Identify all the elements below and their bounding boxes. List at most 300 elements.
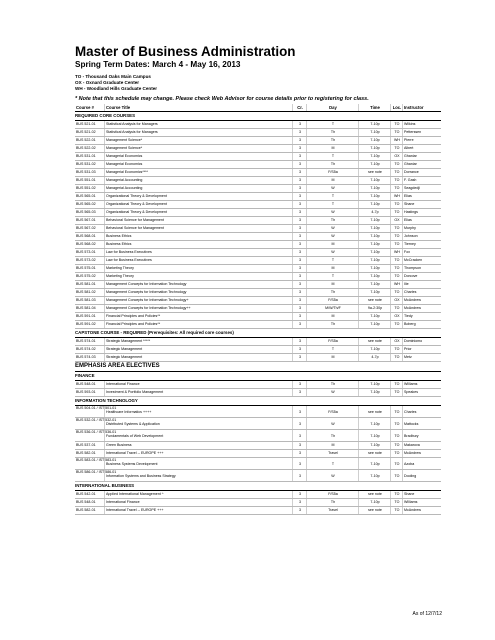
credits: 3 [293,233,307,240]
course-title: Applied International Management ^ [105,491,293,498]
course-title: Strategic Management [105,346,293,353]
header-day: Day [307,104,359,111]
course-number: BUS 573-01 [75,249,105,256]
table-row [75,313,441,321]
course-title: Marketing Theory [105,273,293,280]
course-title: Management Concepts for Information Technology [105,281,293,288]
location: TO [391,442,403,449]
header-instructor: Instructor [404,105,424,110]
course-title: Business Ethics [105,233,293,240]
instructor: Wilkins [404,122,416,126]
course-title: Management Science* [105,145,293,152]
table-row [75,257,441,265]
credits: 3 [293,321,307,328]
course-number: BUS 575-01 [75,265,105,272]
location: TO [391,507,403,514]
day: M [307,145,359,152]
day: Th [307,499,359,506]
course-number: BUS 536-01 / IST 536-01 [75,430,105,441]
time: 7-10p [359,289,391,296]
credits: 3 [293,225,307,232]
instructor: Azoba [404,462,415,466]
credits: 3 [293,338,307,345]
credits: 3 [293,418,307,429]
course-title: Statistical Analysis for Managers [105,121,293,128]
instructor: Williams [404,500,418,504]
day: M [307,313,359,320]
table-row [75,499,441,507]
course-number: BUS 593-01 [75,389,105,396]
time: 7-10p [359,249,391,256]
time: 4-7p [359,209,391,216]
instructor: Mattocks [404,422,419,426]
table-row [75,450,441,458]
time: 7-10p [359,177,391,184]
instructor: Williams [404,382,418,386]
day: Th [307,137,359,144]
location: WH [391,193,403,200]
credits: 3 [293,121,307,128]
instructor: Speakes [404,390,418,394]
course-title: Green Business [105,442,293,449]
instructor: Petterssen [404,130,422,134]
day: T [307,346,359,353]
time: see note [359,169,391,176]
credits: 3 [293,389,307,396]
table-row [75,153,441,161]
table-row [75,346,441,354]
course-title: Financial Principles and Policies** [105,321,293,328]
time: 7-10p [359,193,391,200]
time: 7-10p [359,273,391,280]
table-row [75,305,441,313]
location: TO [391,161,403,168]
header-location: Loc. [392,105,402,110]
course-number: BUS 565-03 [75,209,105,216]
time: 7-10p [359,241,391,248]
instructor: Shane [404,202,415,206]
table-row [75,233,441,241]
time: see note [359,297,391,304]
credits: 3 [293,265,307,272]
day: M [307,177,359,184]
table-row [75,442,441,450]
course-title: Information Systems and Business Strategy [105,470,293,481]
instructor: McAndrew [404,306,421,310]
time: 7-10p [359,225,391,232]
location: TO [391,305,403,312]
time: 7-10p [359,321,391,328]
credits: 3 [293,305,307,312]
instructor: Dorcove [404,274,418,278]
course-title: Organizational Theory & Development [105,201,293,208]
instructor: McCracken [404,258,423,262]
day: T [307,121,359,128]
header-credits: Cr. [293,104,307,111]
course-number: BUS 542-01 [75,491,105,498]
location: TO [391,177,403,184]
header-course-title: Course Title [105,104,293,111]
credits: 3 [293,177,307,184]
time: 7-10p [359,153,391,160]
credits: 3 [293,193,307,200]
table-row [75,129,441,137]
location: TO [391,233,403,240]
table-row [75,121,441,129]
day: T [307,153,359,160]
course-title: Management Concepts for Information Technology [105,289,293,296]
location: TO [391,225,403,232]
instructor: Ghaniar [404,154,417,158]
table-row [75,381,441,389]
schedule-note: * Note that this schedule may change. Please check Web Advisor for course details prior to registering for class. [75,96,369,102]
time: 7-10p [359,281,391,288]
day: W [307,233,359,240]
table-row [75,354,441,362]
time: 9a-2:30p [359,305,391,312]
location: TO [391,201,403,208]
course-title: Law for Business Executives [105,249,293,256]
day: W [307,185,359,192]
instructor: Albert [404,146,414,150]
location: TO [391,450,403,457]
course-title: Behavioral Science for Management [105,217,293,224]
course-title: Strategic Management [105,354,293,361]
instructor: Thompson [404,266,421,270]
time: see note [359,450,391,457]
instructor: Ilie [404,282,409,286]
table-header [75,104,441,112]
instructor: Elias [404,218,412,222]
instructor: Dorrance [404,170,419,174]
day: Travel [307,507,359,514]
course-number: BUS 522-02 [75,145,105,152]
day: T [307,458,359,469]
day: F/S5a [307,169,359,176]
table-row [75,225,441,233]
course-number: BUS 581-04 [75,305,105,312]
credits: 3 [293,137,307,144]
course-title: International Finance [105,499,293,506]
day: F/S5a [307,406,359,417]
instructor: Johnson [404,234,418,238]
day: W [307,389,359,396]
time: 7-10p [359,499,391,506]
section-heading: REQUIRED CORE COURSES [75,112,441,121]
instructor: F. Gash [404,178,417,182]
table-row [75,470,441,482]
time: 7-10p [359,346,391,353]
table-row [75,265,441,273]
time: see note [359,507,391,514]
day: W [307,209,359,216]
course-title: Management Concepts for Information Technology+ [105,297,293,304]
location: WH [391,249,403,256]
location: TO [391,265,403,272]
course-number: BUS 532-01 / IST 532-01 [75,418,105,429]
course-title: International Finance [105,381,293,388]
location: TO [391,257,403,264]
course-schedule-table [75,104,441,515]
location: TO [391,241,403,248]
instructor: Tierney [404,242,416,246]
course-number: BUS 575-02 [75,273,105,280]
credits: 3 [293,273,307,280]
credits: 3 [293,313,307,320]
location: TO [391,145,403,152]
location: TO [391,129,403,136]
time: 7-10p [359,389,391,396]
course-title: Management Concepts for Information Technology++ [105,305,293,312]
table-row [75,137,441,145]
credits: 3 [293,491,307,498]
instructor: McAndrew [404,508,421,512]
credits: 3 [293,249,307,256]
location: WH [391,137,403,144]
location: WH [391,281,403,288]
credits: 3 [293,499,307,506]
table-row [75,389,441,397]
location: TO [391,499,403,506]
time: see note [359,338,391,345]
location: TO [391,185,403,192]
time: 7-10p [359,201,391,208]
course-number: BUS 521-02 [75,129,105,136]
day: M [307,354,359,361]
instructor: Makarova [404,443,420,447]
day: T [307,193,359,200]
campus-legend-wh: WH - Woodland Hills Graduate Center [75,86,158,91]
instructor: Shane [404,492,415,496]
course-title: Healthcare Informatics ++++ [105,406,293,417]
credits: 3 [293,201,307,208]
table-row [75,281,441,289]
location: TO [391,470,403,481]
location: TO [391,406,403,417]
time: 7-10p [359,121,391,128]
credits: 3 [293,281,307,288]
course-number: BUS 531-02 [75,161,105,168]
campus-legend-to: TO - Thousand Oaks Main Campus [75,74,151,79]
day: W [307,470,359,481]
page-title: Master of Business Administration [75,44,296,59]
day: Th [307,217,359,224]
instructor: Boberg [404,322,416,326]
day: F/S5a [307,338,359,345]
course-number: BUS 551-01 [75,177,105,184]
course-number: BUS 583-01 / IST 583-01 [75,458,105,469]
course-number: BUS 568-01 [75,233,105,240]
course-number: BUS 537-01 [75,442,105,449]
location: TO [391,169,403,176]
location: TO [391,121,403,128]
course-number: BUS 567-01 [75,217,105,224]
time: 7-10p [359,470,391,481]
table-row [75,217,441,225]
location: OX [391,153,403,160]
course-number: BUS 591-01 [75,313,105,320]
course-number: BUS 548-01 [75,381,105,388]
day: T [307,201,359,208]
day: W [307,225,359,232]
time: 7-10p [359,381,391,388]
table-row [75,201,441,209]
instructor: Metz [404,355,412,359]
table-row [75,289,441,297]
table-row [75,430,441,442]
electives-heading: EMPHASIS AREA ELECTIVES [75,362,441,372]
term-dates: Spring Term Dates: March 4 - May 16, 2013 [75,60,241,69]
instructor: Ghaniar [404,162,417,166]
credits: 3 [293,161,307,168]
day: M/W/Th/F [307,305,359,312]
time: 4-7p [359,354,391,361]
time: 7-10p [359,418,391,429]
course-title: Marketing Theory [105,265,293,272]
instructor: Fox [404,250,410,254]
instructor: McAndrew [404,451,421,455]
course-title: Statistical Analysis for Managers [105,129,293,136]
course-title: Business Systems Development [105,458,293,469]
instructor: Prior [404,347,412,351]
instructor: Murphy [404,226,416,230]
day: Th [307,129,359,136]
time: 7-10p [359,430,391,441]
table-row [75,241,441,249]
time: 7-10p [359,442,391,449]
location: TO [391,389,403,396]
course-title: International Travel -- EUROPE +++ [105,507,293,514]
course-number: BUS 548-01 [75,499,105,506]
day: W [307,249,359,256]
course-number: BUS 574-01 [75,338,105,345]
day: Travel [307,450,359,457]
day: Th [307,289,359,296]
instructor: Tiedy [404,314,413,318]
location: OX [391,313,403,320]
instructor: Charles [404,290,417,294]
table-row [75,321,441,329]
course-title: Fundamentals of Web Development [105,430,293,441]
day: Th [307,381,359,388]
day: Th [307,430,359,441]
location: TO [391,346,403,353]
location: OX [391,338,403,345]
time: 7-10p [359,161,391,168]
location: TO [391,209,403,216]
day: Th [307,321,359,328]
course-number: BUS 573-02 [75,257,105,264]
credits: 3 [293,381,307,388]
credits: 3 [293,442,307,449]
time: see note [359,406,391,417]
credits: 3 [293,241,307,248]
table-row [75,185,441,193]
instructor: Bradbury [404,434,419,438]
course-title: Financial Principles and Policies** [105,313,293,320]
day: T [307,257,359,264]
day: W [307,418,359,429]
course-title: International Travel -- EUROPE +++ [105,450,293,457]
day: F/S5a [307,297,359,304]
location: TO [391,321,403,328]
course-number: BUS 574-03 [75,354,105,361]
table-row [75,273,441,281]
table-row [75,169,441,177]
table-row [75,458,441,470]
course-number: BUS 565-01 [75,193,105,200]
course-title: Business Ethics [105,241,293,248]
credits: 3 [293,185,307,192]
table-row [75,507,441,515]
location: OX [391,217,403,224]
course-number: BUS 521-01 [75,121,105,128]
credits: 3 [293,430,307,441]
course-title: Investment & Portfolio Management [105,389,293,396]
course-number: BUS 565-02 [75,201,105,208]
credits: 3 [293,169,307,176]
location: TO [391,354,403,361]
time: see note [359,491,391,498]
course-title: Law for Business Executives [105,257,293,264]
course-number: BUS 567-02 [75,225,105,232]
as-of-date: As of 12/7/12 [412,611,442,617]
course-title: Managerial Economics [105,153,293,160]
course-title: Organizational Theory & Development [105,209,293,216]
time: 7-10p [359,233,391,240]
course-number: BUS 574-02 [75,346,105,353]
time: 7-10p [359,137,391,144]
day: M [307,241,359,248]
course-number: BUS 582-01 [75,507,105,514]
course-number: BUS 568-02 [75,241,105,248]
credits: 3 [293,289,307,296]
instructor: Charles [404,410,417,414]
instructor: Pierre [404,138,414,142]
credits: 3 [293,458,307,469]
course-title: Managerial Accounting [105,177,293,184]
time: 7-10p [359,129,391,136]
credits: 3 [293,145,307,152]
instructor: Seagdedji [404,186,420,190]
course-number: BUS 581-03 [75,297,105,304]
course-number: BUS 531-03 [75,169,105,176]
table-row [75,406,441,418]
course-number: BUS 531-01 [75,153,105,160]
credits: 3 [293,297,307,304]
location: TO [391,273,403,280]
course-number: BUS 551-02 [75,185,105,192]
credits: 3 [293,153,307,160]
credits: 3 [293,129,307,136]
course-number: BUS 581-02 [75,289,105,296]
section-heading: CAPSTONE COURSE - REQUIRED (Prerequisites: All required core courses) [75,329,441,338]
credits: 3 [293,346,307,353]
location: TO [391,430,403,441]
location: TO [391,418,403,429]
elective-section-heading: FINANCE [75,372,441,381]
course-number: BUS 504-01 / IST 501-01 [75,406,105,417]
location: TO [391,381,403,388]
time: 7-10p [359,217,391,224]
credits: 3 [293,257,307,264]
day: M [307,265,359,272]
credits: 3 [293,470,307,481]
course-title: Managerial Economics [105,161,293,168]
credits: 3 [293,406,307,417]
location: TO [391,289,403,296]
day: M [307,281,359,288]
